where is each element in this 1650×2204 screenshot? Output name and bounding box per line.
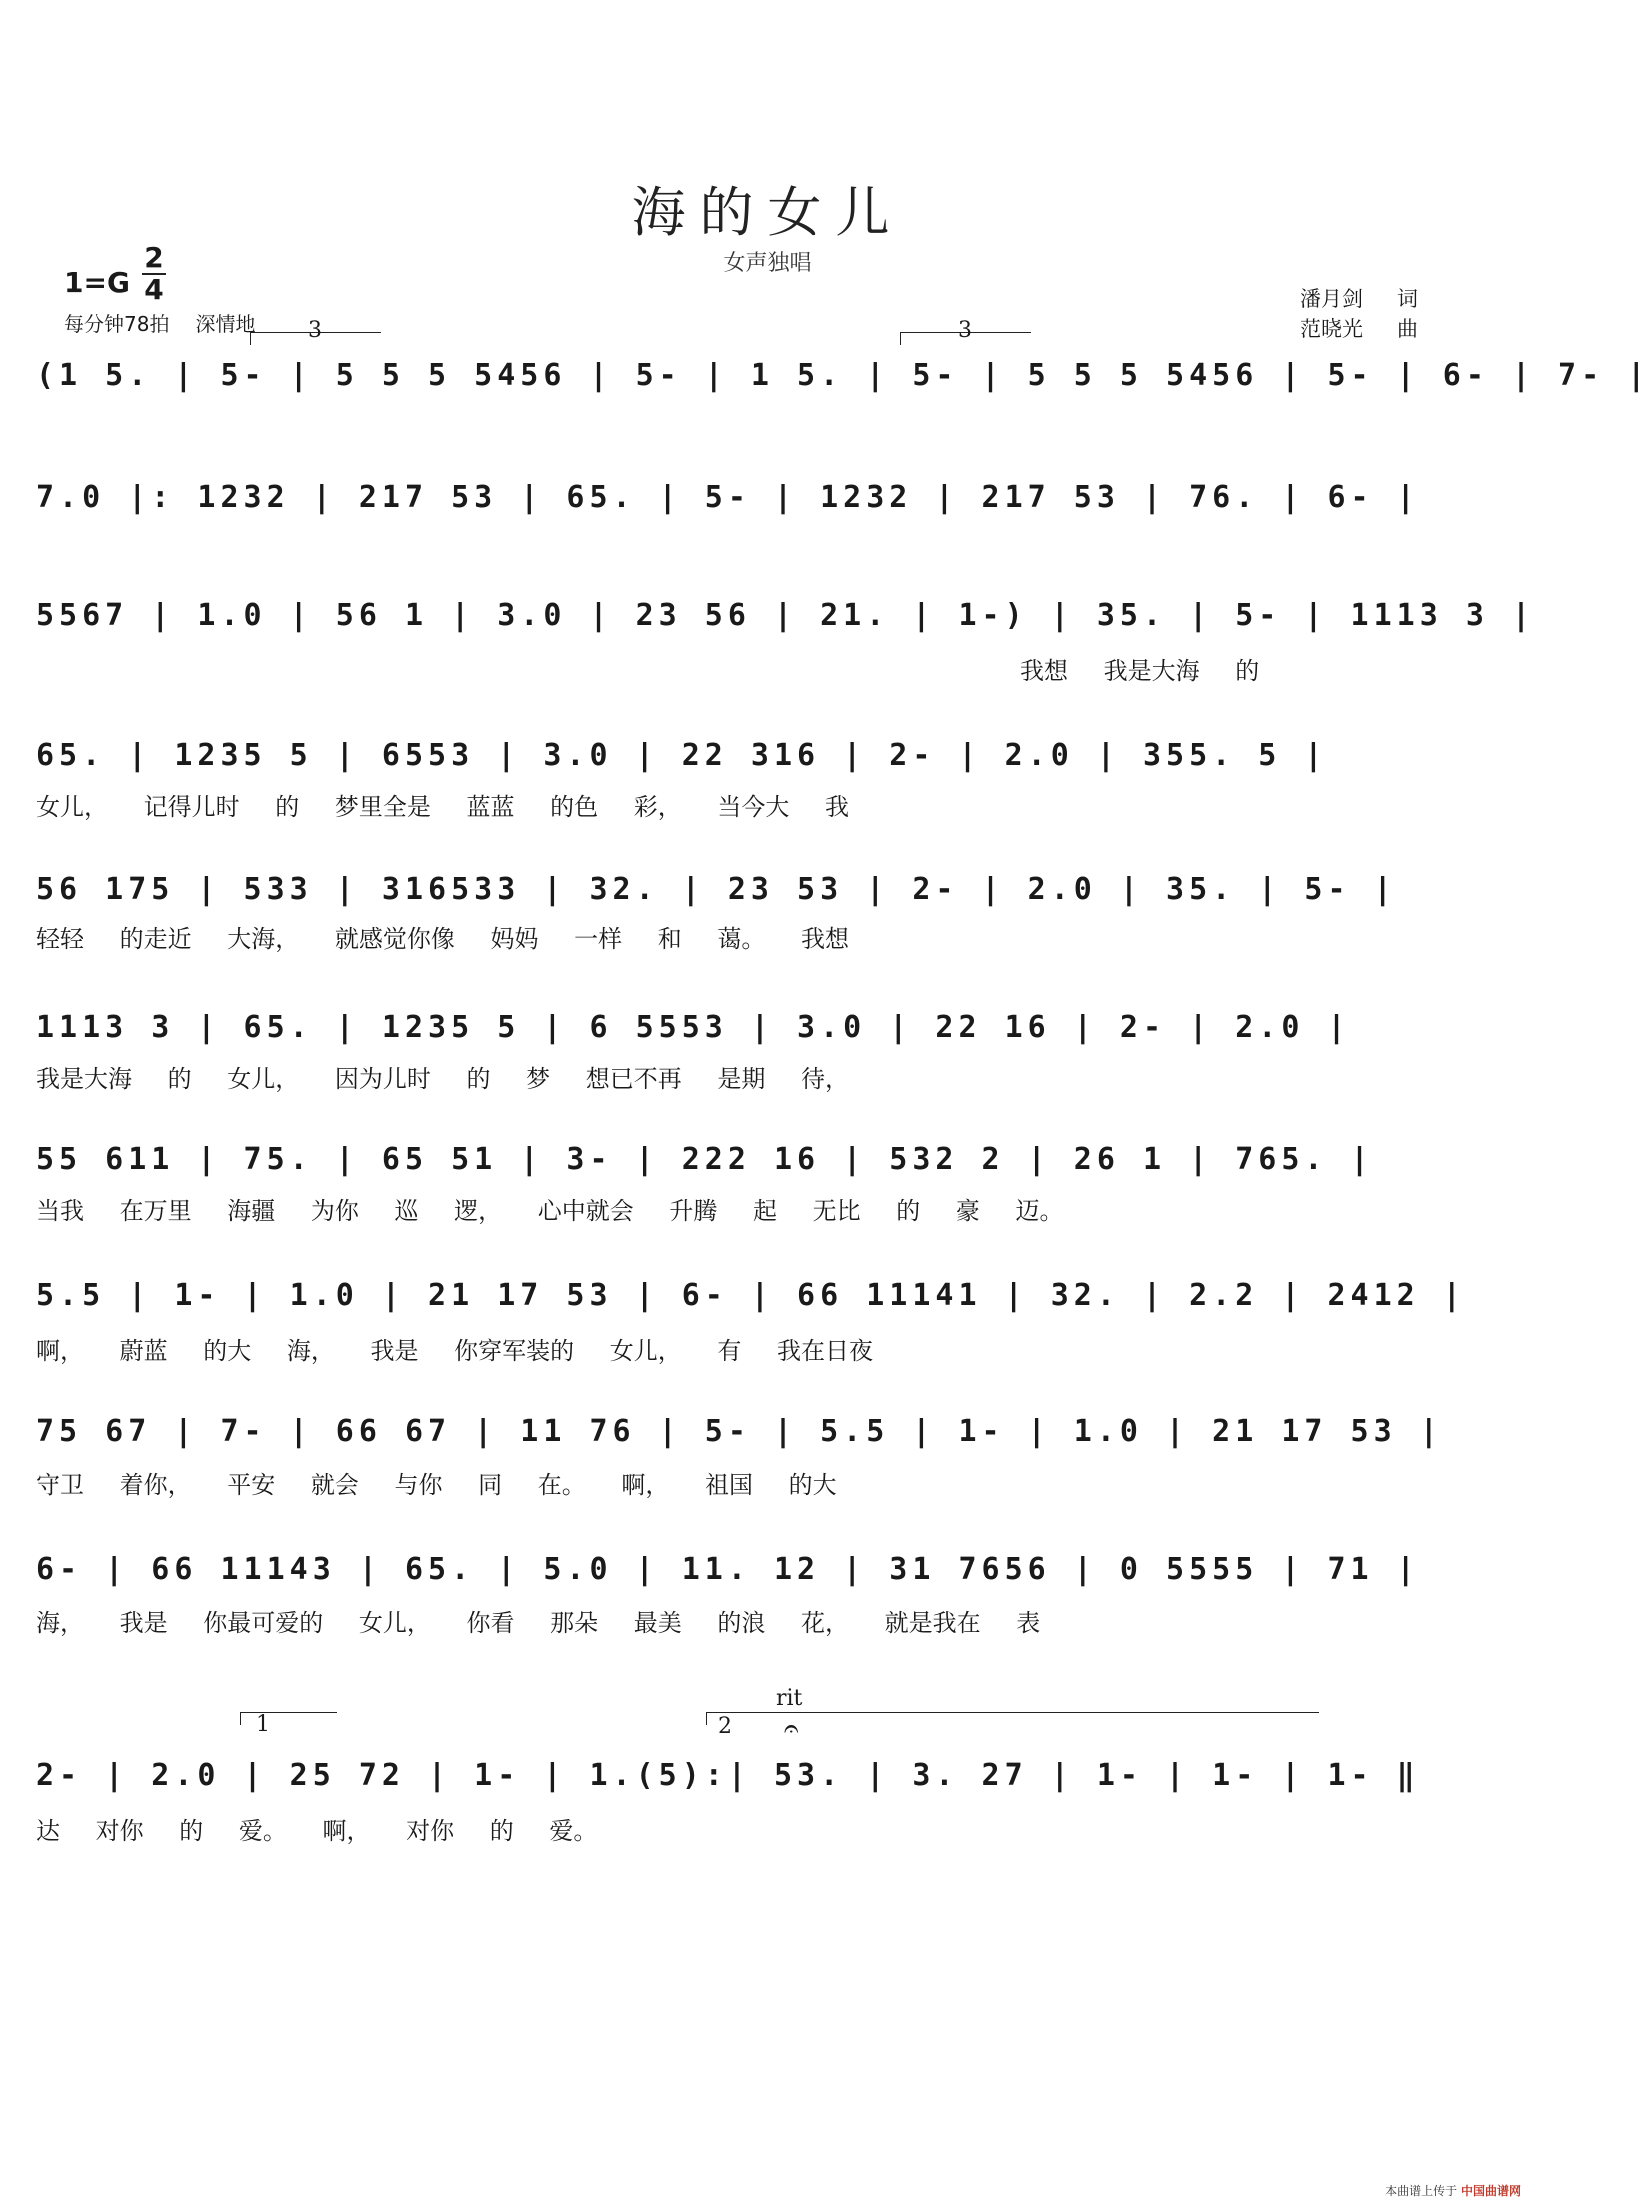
tempo-marking: 每分钟78拍 [64, 312, 170, 336]
upload-footer [1385, 2182, 1521, 2199]
notation-line: 5.5 | 1- | 1.0 | 21 17 53 | 6- | 66 11141 | 32. | 2.2 | 2412 | [36, 1278, 1466, 1313]
notation-row [36, 478, 1466, 518]
notation-row [36, 1008, 1466, 1048]
notation-line: (1 5. | 5- | 5 5 5 5456 | 5- | 1 5. | 5- | 5 5 5 5456 | 5- | 6- | 7- | [36, 358, 1650, 393]
notation-row [36, 1140, 1466, 1180]
lyric-line: 当我 在万里 海疆 为你 巡 逻， 心中就会 升腾 起 无比 的 豪 迈。 [36, 1197, 1064, 1225]
credits [1300, 284, 1418, 344]
footer-prefix: 本曲谱上传于 [1385, 2184, 1458, 2198]
song-subtitle: 女声独唱 [723, 251, 812, 276]
composer-role: 曲 [1397, 317, 1418, 341]
notation-line: 1113 3 | 65. | 1235 5 | 6 5553 | 3.0 | 22 16 | 2- | 2.0 | [36, 1010, 1351, 1045]
notation-line: 75 67 | 7- | 66 67 | 11 76 | 5- | 5.5 | 1- | 1.0 | 21 17 53 | [36, 1414, 1443, 1449]
lyric-line: 达 对你 的 爱。 啊， 对你 的 爱。 [36, 1817, 598, 1845]
lyricist-credit [1300, 284, 1418, 314]
notation-row [36, 736, 1466, 776]
notation-row [36, 1276, 1466, 1316]
notation-line: 7.0 |: 1232 | 217 53 | 65. | 5- | 1232 | 217 53 | 76. | 6- | [36, 480, 1420, 515]
lyric-line: 我想 我是大海 的 [1020, 657, 1260, 685]
composer-credit [1300, 314, 1418, 344]
notation-row [36, 1756, 1466, 1796]
notation-row [36, 356, 1650, 396]
meter-top: 2 [144, 241, 164, 274]
tempo-line [64, 308, 281, 337]
time-signature [142, 241, 166, 306]
notation-line: 6- | 66 11143 | 65. | 5.0 | 11. 12 | 31 7656 | 0 5555 | 71 | [36, 1552, 1420, 1587]
volta-bracket-1 [240, 1712, 337, 1725]
volta-1-label: 1 [256, 1712, 270, 1737]
lyricist-role: 词 [1397, 287, 1418, 311]
notation-row [36, 1550, 1466, 1590]
site-name: 中国曲谱网 [1460, 2184, 1521, 2198]
notation-line: 65. | 1235 5 | 6553 | 3.0 | 22 316 | 2- | 2.0 | 355. 5 | [36, 738, 1328, 773]
notation-row [36, 596, 1535, 636]
notation-row [36, 870, 1466, 910]
rit-marking: rit [776, 1686, 803, 1711]
triplet-mark: 3 [308, 318, 322, 343]
expression-marking: 深情地 [195, 312, 256, 336]
triplet-mark: 3 [958, 318, 972, 343]
lyric-line: 啊， 蔚蓝 的大 海， 我是 你穿军装的 女儿， 有 我在日夜 [36, 1337, 874, 1365]
lyricist-name: 潘月剑 [1300, 287, 1363, 311]
song-title: 海的女儿 [631, 181, 904, 244]
key-signature: 1=G [64, 266, 130, 299]
notation-line: 2- | 2.0 | 25 72 | 1- | 1.(5):| 53. | 3. 27 | 1- | 1- | 1- ‖ [36, 1758, 1420, 1793]
notation-line: 5567 | 1.0 | 56 1 | 3.0 | 23 56 | 21. | 1-) | 35. | 5- | 1113 3 | [36, 598, 1535, 633]
lyric-line: 守卫 着你， 平安 就会 与你 同 在。 啊， 祖国 的大 [36, 1471, 837, 1499]
notation-line: 56 175 | 533 | 316533 | 32. | 23 53 | 2- | 2.0 | 35. | 5- | [36, 872, 1397, 907]
lyric-line: 女儿， 记得儿时 的 梦里全是 蓝蓝 的色 彩， 当今大 我 [36, 793, 850, 821]
lyric-line: 海， 我是 你最可爱的 女儿， 你看 那朵 最美 的浪 花， 就是我在 表 [36, 1609, 1041, 1637]
notation-row [36, 1412, 1466, 1452]
composer-name: 范晓光 [1300, 317, 1363, 341]
lyric-line: 我是大海 的 女儿， 因为儿时 的 梦 想已不再 是期 待， [36, 1065, 850, 1093]
meter-bottom: 4 [144, 273, 164, 306]
lyric-line: 轻轻 的走近 大海， 就感觉你像 妈妈 一样 和 蔼。 我想 [36, 925, 850, 953]
volta-2-label: 2 [718, 1714, 732, 1739]
notation-line: 55 611 | 75. | 65 51 | 3- | 222 16 | 532 2 | 26 1 | 765. | [36, 1142, 1374, 1177]
fermata-mark: 𝄐 [784, 1714, 799, 1744]
